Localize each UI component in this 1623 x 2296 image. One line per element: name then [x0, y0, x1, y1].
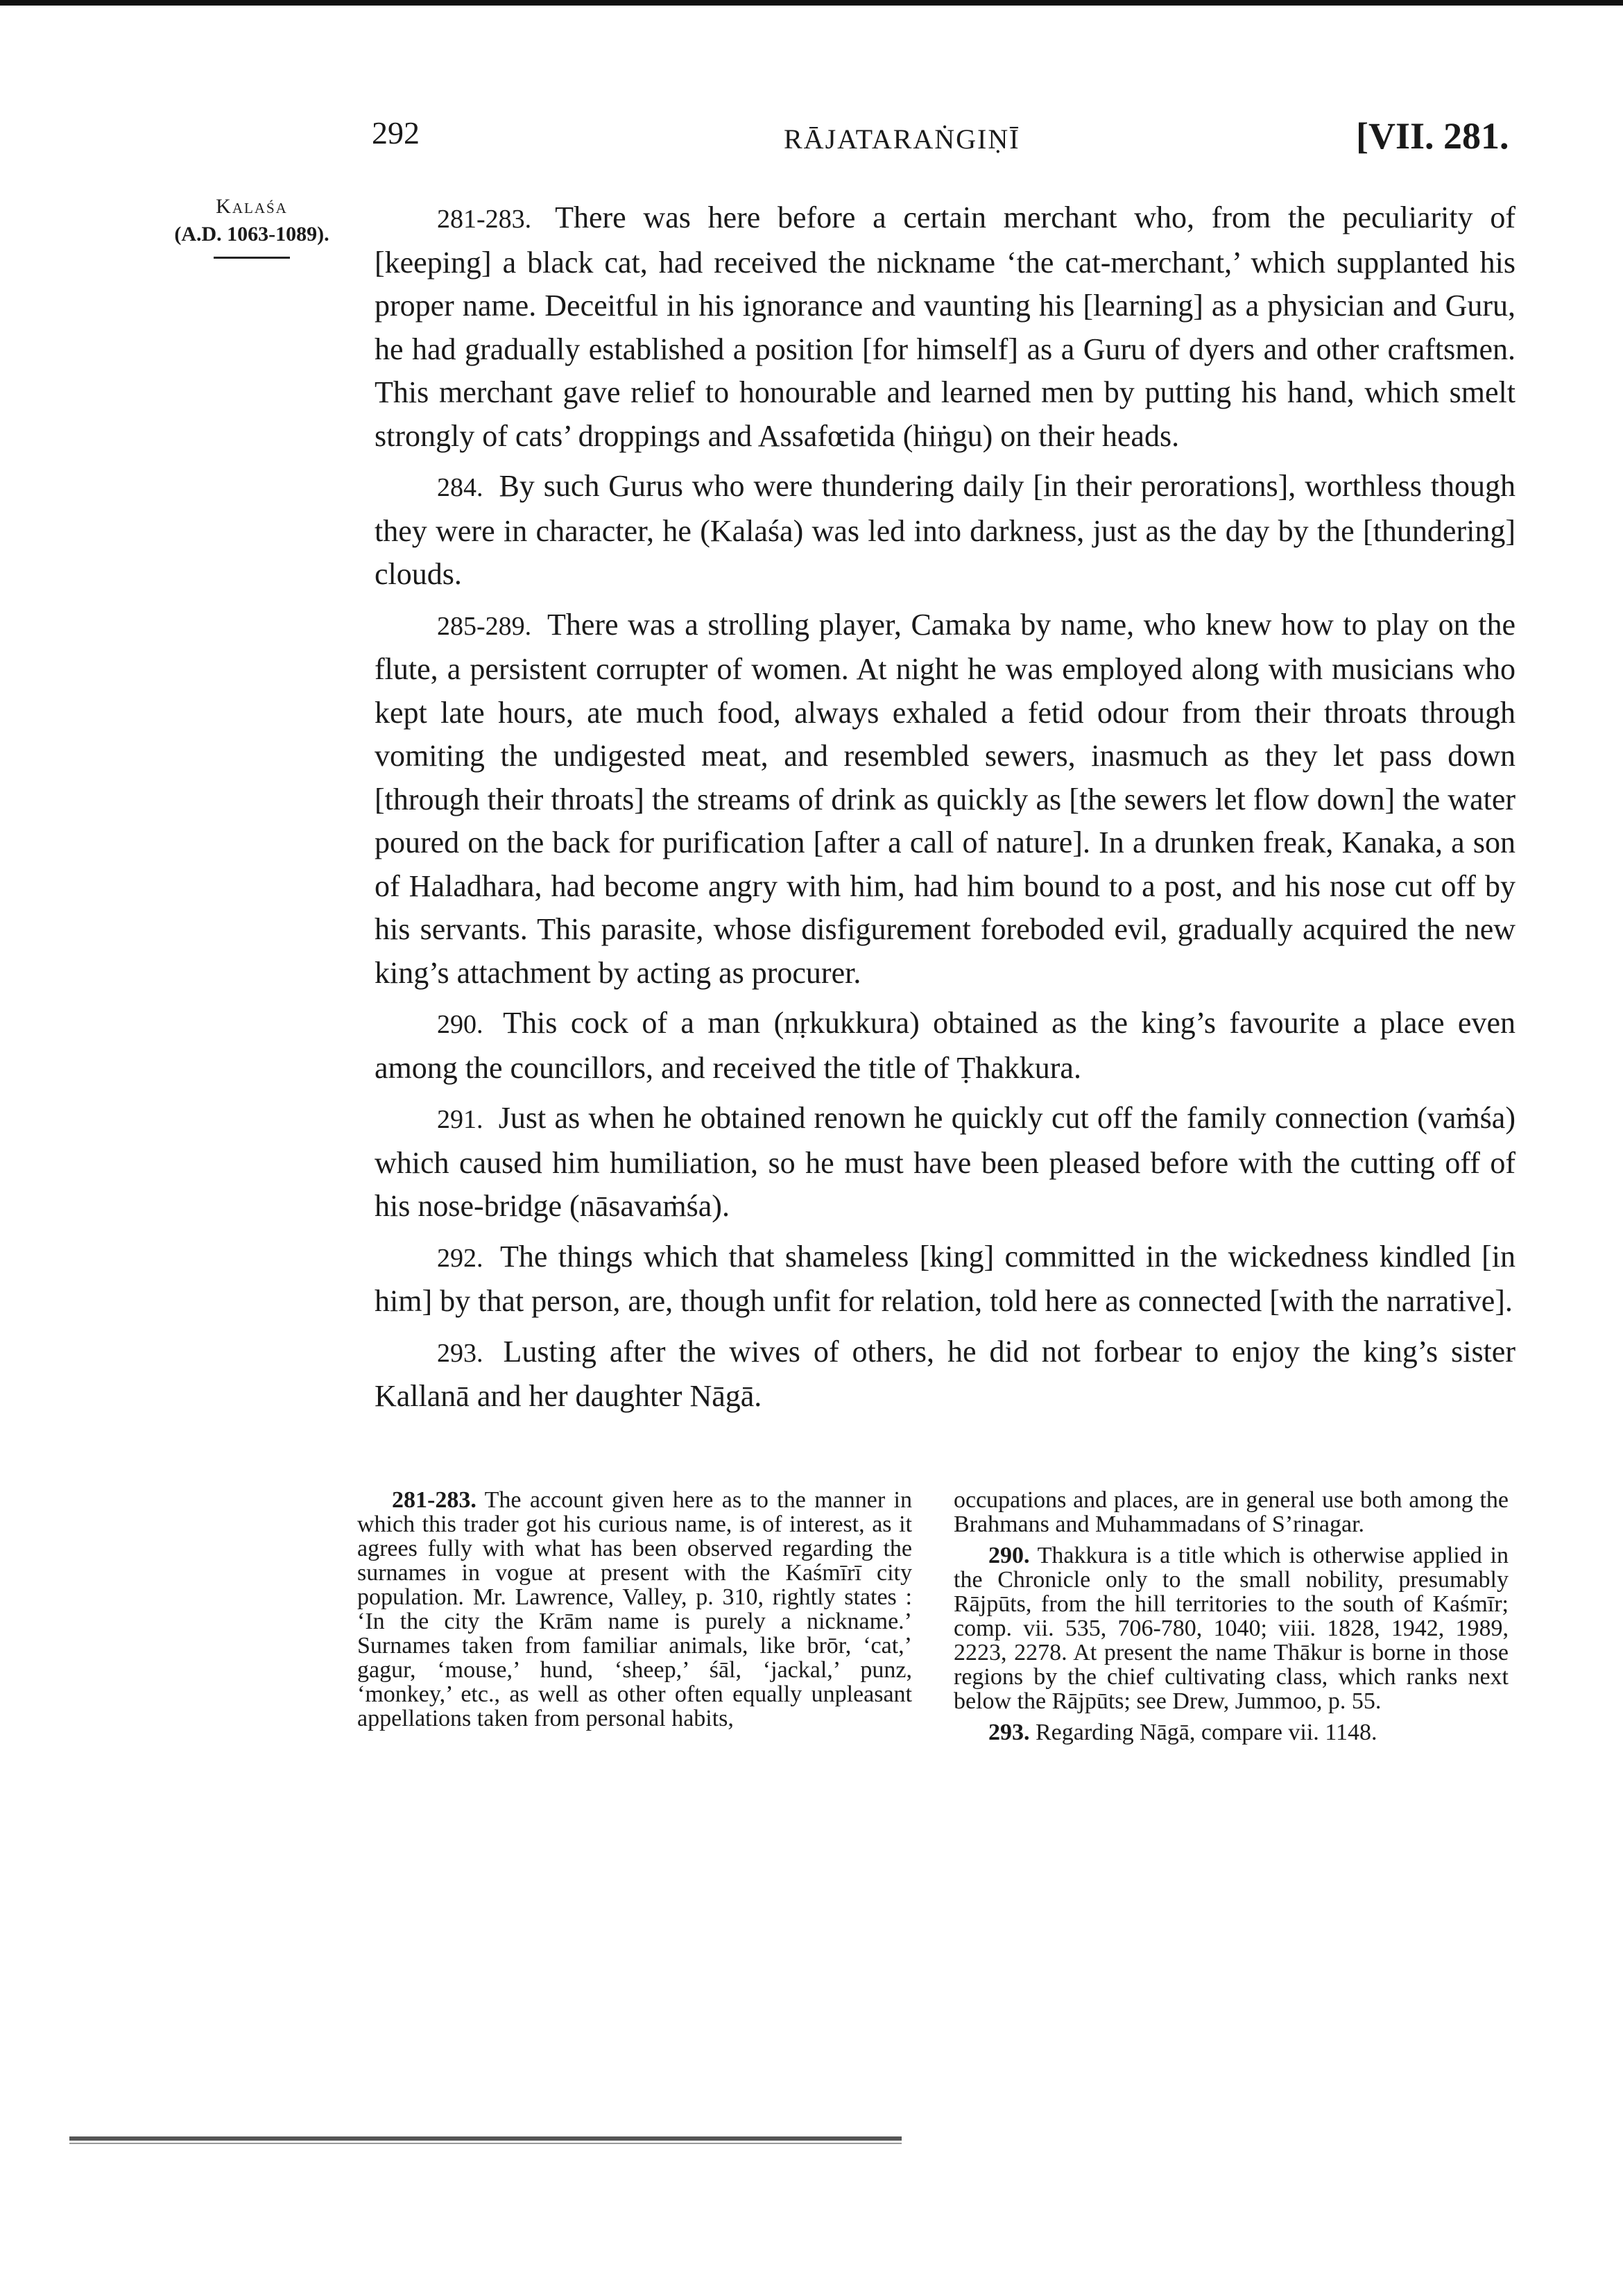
footnote-number: 281-283. [392, 1487, 476, 1513]
sidenote-rule [214, 257, 290, 259]
footnote-column-right [954, 1488, 1509, 1751]
footnote-text: Thakkura is a title which is otherwise applied in the Chronicle only to the small nobility, presumably Rājpūts, from the hill territories to the south of Kaśmīr; comp. vii. 535, 706-780, 1040; viii. 1828, 1942, 1989, 2223, 2278. At present the name Thākur is borne in those regions by the chief cultivating class, which ranks next below the Rājpūts; see Drew, Jummoo, p. 55. [954, 1543, 1509, 1714]
verse-paragraph [375, 1097, 1515, 1228]
footnote-text: The account given here as to the manner in which this trader got his curious name, is of interest, as it agrees fully with what has been observed regarding the surnames in vogue at present with the Kaśmīrī city population. Mr. Lawrence, Valley, p. 310, rightly states : ‘In the city the Krām name is purely a nickname.’ Surnames taken from familiar animals, like brōr, ‘cat,’ gagur, ‘mouse,’ hund, ‘sheep,’ śāl, ‘jackal,’ punz, ‘monkey,’ etc., as well as other often equally unpleasant appellations taken from personal habits, [357, 1487, 913, 1731]
verse-paragraph [375, 465, 1515, 597]
verse-paragraph [375, 603, 1515, 995]
top-border [0, 0, 1623, 6]
verse-number: 284. [437, 473, 483, 502]
footnote-number: 290. [988, 1543, 1030, 1568]
running-title: RĀJATARAṄGIṆĪ [784, 123, 1020, 155]
verse-text: By such Gurus who were thundering daily [in their perorations], worthless though they were in character, he (Kalaśa) was led into darkness, just as the day by the [thundering] clouds. [375, 469, 1516, 591]
verse-number: 293. [437, 1338, 483, 1368]
verse-text: Lusting after the wives of others, he did not forbear to enjoy the king’s sister Kallanā and her daughter Nāgā. [375, 1334, 1515, 1413]
verse-text: This cock of a man (nṛkukkura) obtained as the king’s favourite a place even among the councillors, and received the title of Ṭhakkura. [375, 1006, 1515, 1085]
verse-text: There was here before a certain merchant who, from the peculiarity of [keeping] a black cat, had received the nickname ‘the cat-merchant,’ which supplanted his proper name. Deceitful in his ignorance and vaunting his [learning] as a physician and Guru, he had gradually established a position [for himself] as a Guru of dyers and other craftsmen. This merchant gave relief to honourable and learned men by putting his hand, which smelt strongly of cats’ droppings and Assafœtida (hiṅgu) on their heads. [375, 200, 1515, 453]
verse-text: The things which that shameless [king] committed in the wickedness kindled [in him] by that person, are, though unfit for relation, told here as connected [with the narrative]. [375, 1239, 1515, 1318]
footnote-text: Regarding Nāgā, compare vii. 1148. [1036, 1720, 1377, 1745]
footnote-column-left [357, 1488, 912, 1738]
footnote-number: 293. [988, 1720, 1030, 1745]
section-reference: [VII. 281. [1356, 115, 1509, 157]
verse-text: There was a strolling player, Camaka by name, who knew how to play on the flute, a persistent corrupter of women. At night he was employed along with musicians who kept late hours, ate much food, always exhaled a fetid odour from their throats through vomiting the undigested meat, and resembled sewers, inasmuch as they let pass down [through their throats] the streams of drink as quickly as [the sewers let flow down] the water poured on the back for purification [after a call of nature]. In a drunken freak, Kanaka, a son of Haladhara, had become angry with him, had him bound to a post, and his nose cut off by his servants. This parasite, whose disfigurement foreboded evil, gradually acquired the new king’s attachment by acting as procurer. [375, 607, 1515, 990]
main-text [375, 196, 1515, 1425]
verse-paragraph [375, 1002, 1515, 1090]
verse-paragraph [375, 1235, 1515, 1323]
page-number: 292 [372, 115, 420, 151]
verse-paragraph [375, 196, 1515, 458]
verse-text: Just as when he obtained renown he quickly cut off the family connection (vaṁśa) which caused him humiliation, so he must have been pleased before with the cutting off of his nose-bridge (nāsavaṁśa). [375, 1101, 1515, 1223]
footnote [357, 1488, 912, 1731]
verse-number: 281-283. [437, 205, 532, 234]
verse-number: 292. [437, 1243, 483, 1273]
verse-number: 290. [437, 1010, 483, 1039]
bottom-border [69, 2136, 902, 2141]
verse-number: 291. [437, 1105, 483, 1134]
margin-sidenote [158, 193, 345, 259]
bottom-border-thin [69, 2143, 902, 2144]
verse-number: 285-289. [437, 611, 532, 641]
sidenote-king: Kalaśa [216, 195, 288, 218]
page-header [0, 114, 1623, 170]
footnote-continuation: occupations and places, are in general use both among the Brahmans and Muhammadans of S’rinagar. [954, 1487, 1509, 1537]
sidenote-dates: (A.D. 1063-1089). [174, 223, 329, 246]
verse-paragraph [375, 1330, 1515, 1419]
footnote [954, 1720, 1509, 1745]
footnote [954, 1543, 1509, 1713]
